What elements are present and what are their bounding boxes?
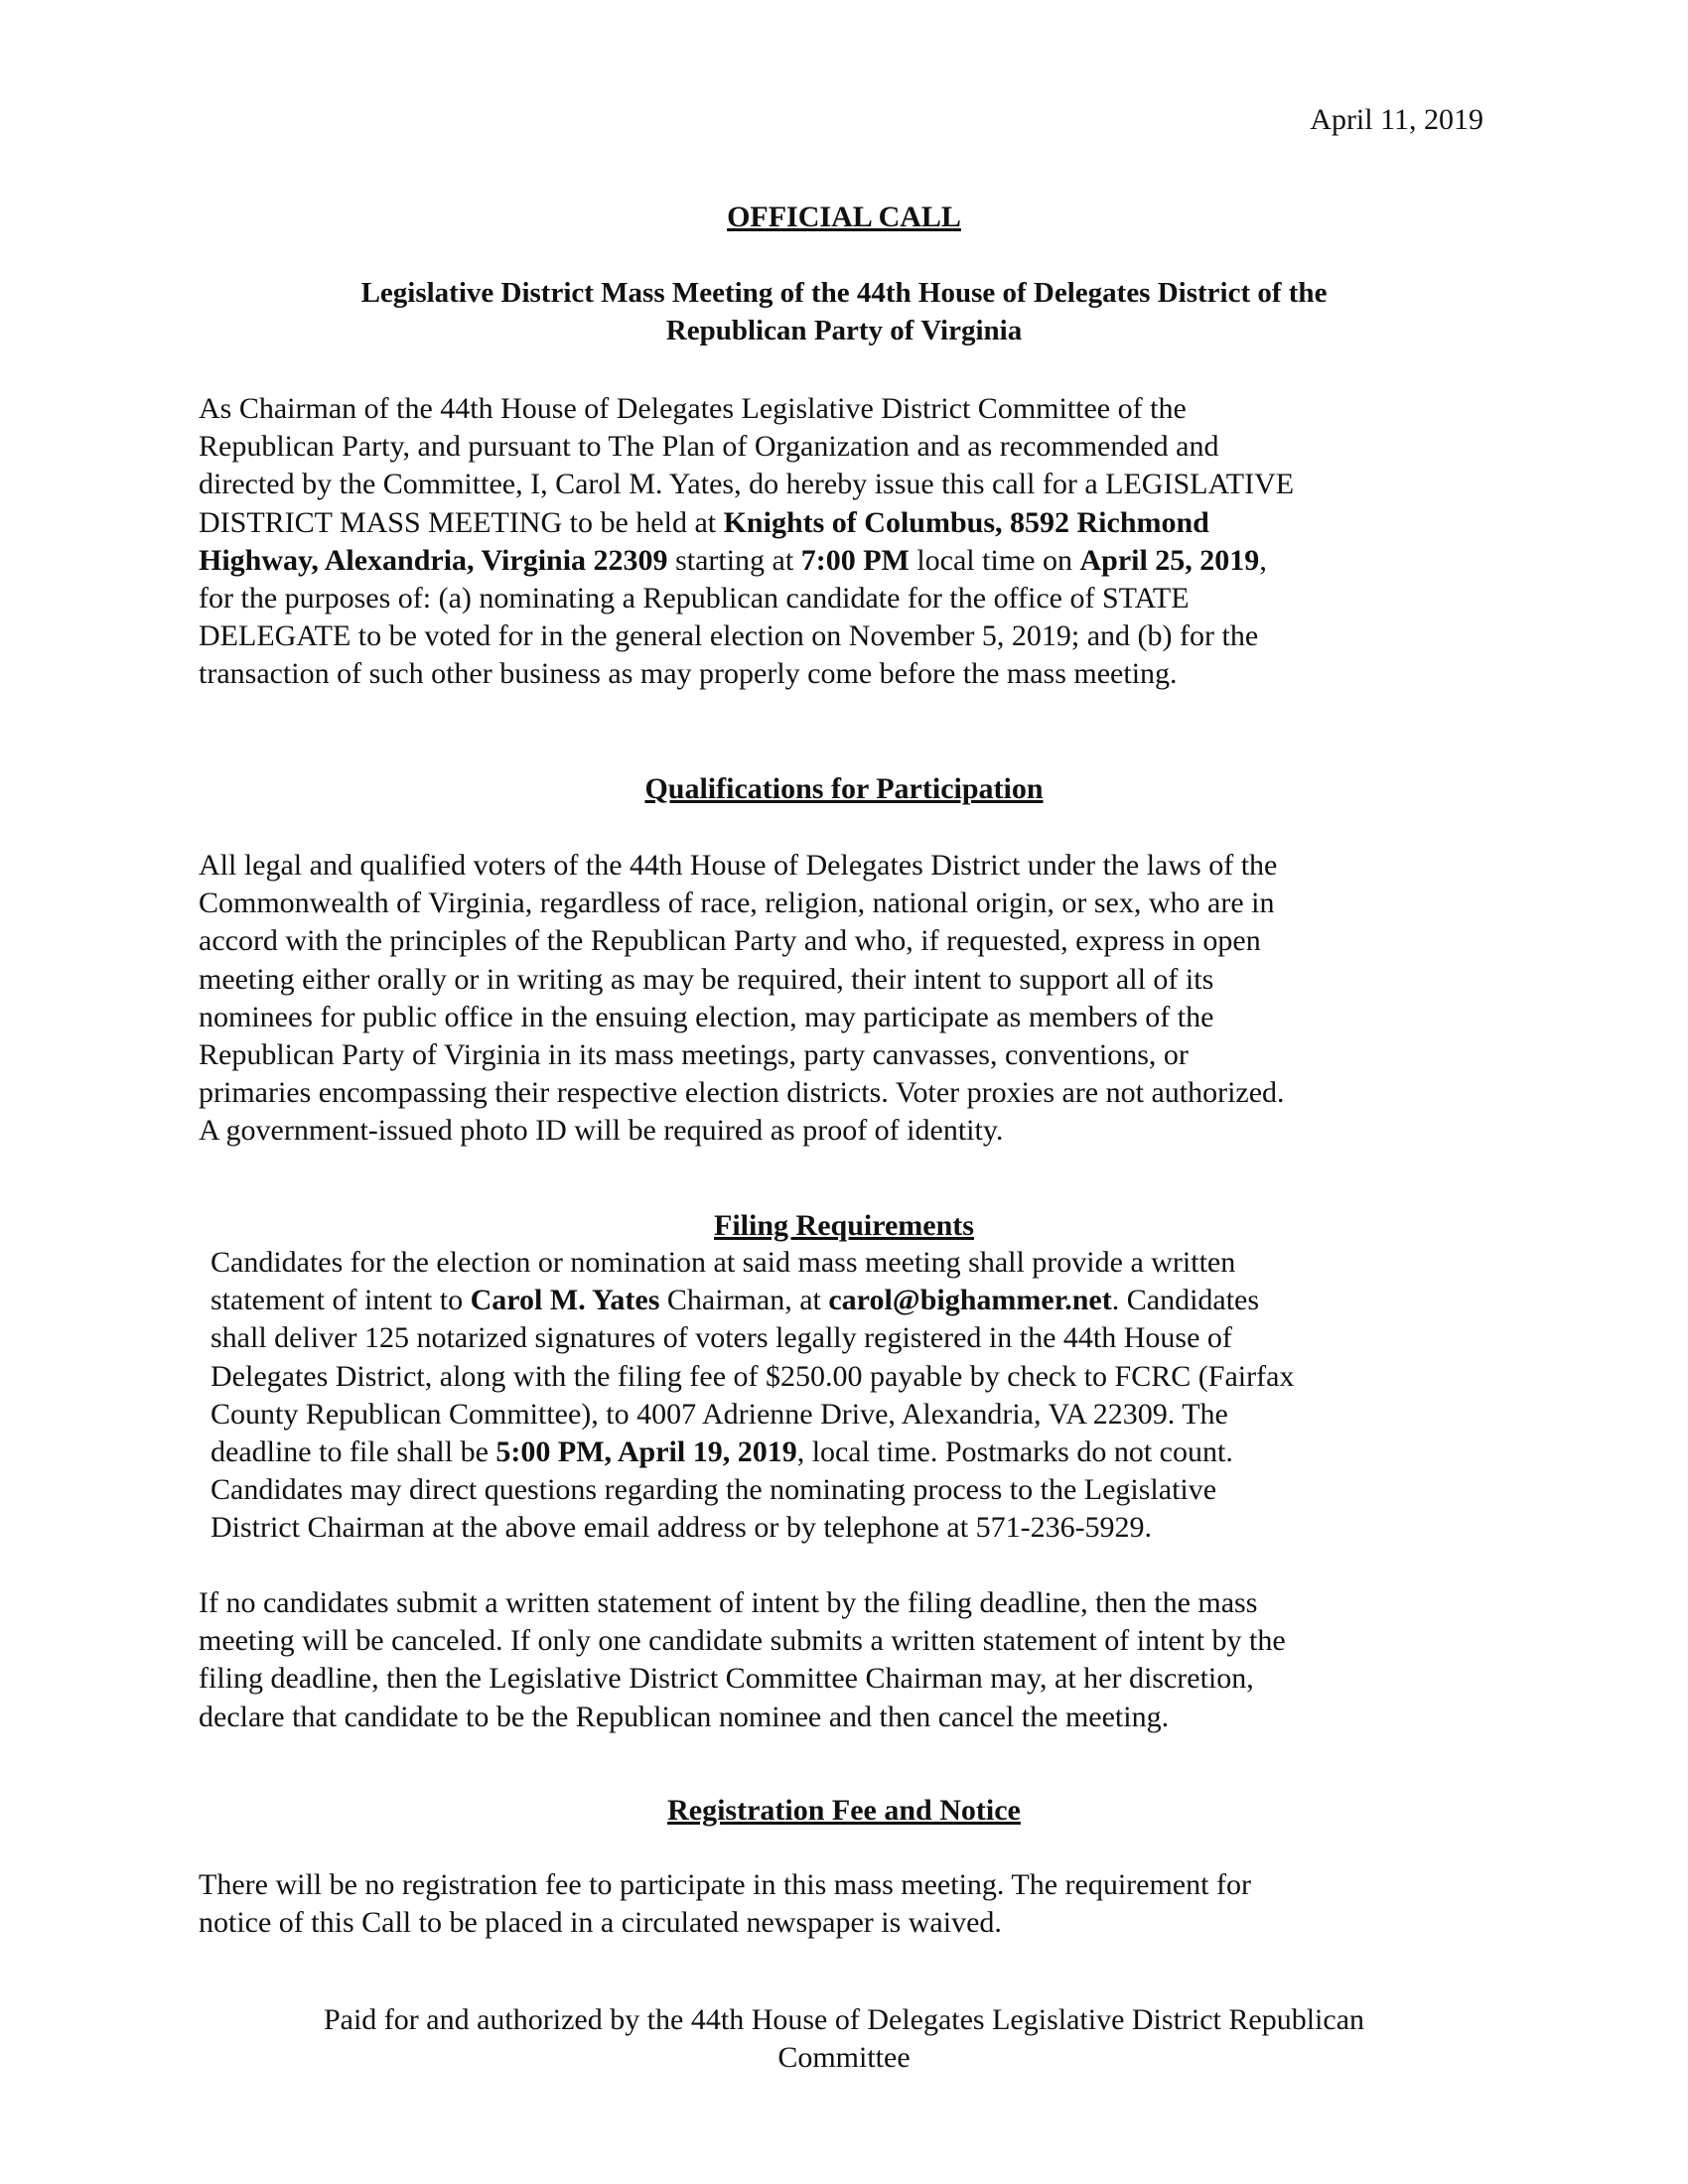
paragraph-line: Republican Party of Virginia in its mass meetings, party canvasses, conventions, or [199,1038,1189,1072]
subtitle-line: Legislative District Mass Meeting of the 44th House of Delegates District of the [360,277,1328,309]
paragraph-line: declare that candidate to be the Republican nominee and then cancel the meeting. [199,1700,1170,1733]
paragraph-line: A government-issued photo ID will be required as proof of identity. [199,1114,1004,1148]
filing-heading: Filing Requirements [714,1209,974,1242]
paragraph-line: primaries encompassing their respective election districts. Voter proxies are not authorized. [199,1076,1285,1110]
text-segment: starting at [667,543,801,577]
paragraph-line: All legal and qualified voters of the 44th House of Delegates District under the laws of the [199,849,1278,882]
qualifications-heading: Qualifications for Participation [644,772,1044,805]
paragraph-line: DELEGATE to be voted for in the general election on November 5, 2019; and (b) for the [199,619,1259,653]
filing-paragraph [211,1244,1294,1548]
paragraph-line: Republican Party, and pursuant to The Plan of Organization and as recommended and [199,430,1219,464]
meeting-time: 7:00 PM [800,543,910,577]
paragraph-line: directed by the Committee, I, Carol M. Yates, do hereby issue this call for a LEGISLATIVE [199,468,1295,501]
document-title: OFFICIAL CALL [727,201,961,233]
document-date: April 11, 2019 [1310,103,1483,136]
paragraph-line: meeting will be canceled. If only one candidate submits a written statement of intent by the [199,1624,1286,1658]
text-segment: statement of intent to [211,1284,471,1317]
paragraph-line: District Chairman at the above email address or by telephone at 571-236-5929. [211,1511,1153,1545]
paragraph-line: There will be no registration fee to participate in this mass meeting. The requirement for [199,1868,1251,1901]
paragraph-line: notice of this Call to be placed in a circulated newspaper is waived. [199,1906,1002,1940]
filing-deadline: 5:00 PM, April 19, 2019 [495,1435,797,1469]
text-segment: Chairman, at [659,1284,829,1317]
text-segment: , [1259,543,1267,577]
footer-line: Paid for and authorized by the 44th House of Delegates Legislative District Republican [323,2003,1365,2036]
qualifications-paragraph [199,847,1285,1151]
paragraph-line [199,542,1294,580]
intro-paragraph [199,390,1294,694]
meeting-location: Knights of Columbus, 8592 Richmond [723,505,1209,539]
paragraph-line: nominees for public office in the ensuing election, may participate as members of the [199,1000,1214,1033]
text-segment: . Candidates [1111,1284,1260,1317]
paragraph-line [211,1282,1294,1319]
chairman-name: Carol M. Yates [470,1284,660,1317]
paragraph-line: filing deadline, then the Legislative District Committee Chairman may, at her discretion, [199,1662,1254,1696]
paragraph-line: As Chairman of the 44th House of Delegates Legislative District Committee of the [199,392,1187,425]
paragraph-line: Delegates District, along with the filing fee of $250.00 payable by check to FCRC (Fairfax [211,1359,1295,1393]
paragraph-line [211,1433,1294,1471]
text-segment: local time on [909,543,1080,577]
meeting-location: Highway, Alexandria, Virginia 22309 [199,543,668,577]
paragraph-line: Candidates may direct questions regarding the nominating process to the Legislative [211,1473,1217,1507]
no-candidates-paragraph [199,1584,1286,1736]
paragraph-line: Candidates for the election or nomination at said mass meeting shall provide a written [211,1246,1236,1279]
paragraph-line: transaction of such other business as may properly come before the mass meeting. [199,657,1178,691]
text-segment: , local time. Postmarks do not count. [796,1435,1233,1469]
paragraph-line: shall deliver 125 notarized signatures of voters legally registered in the 44th House of [211,1321,1232,1355]
footer-line: Committee [777,2041,911,2074]
subtitle-line: Republican Party of Virginia [665,315,1023,346]
paragraph-line: meeting either orally or in writing as may be required, their intent to support all of its [199,962,1214,996]
meeting-date: April 25, 2019 [1079,543,1260,577]
paid-for-footer [199,2001,1489,2077]
paragraph-line: County Republican Committee), to 4007 Adrienne Drive, Alexandria, VA 22309. The [211,1397,1228,1431]
registration-heading: Registration Fee and Notice [667,1794,1021,1827]
paragraph-line: If no candidates submit a written statement of intent by the filing deadline, then the mass [199,1586,1258,1619]
registration-paragraph [199,1866,1251,1942]
text-segment: DISTRICT MASS MEETING to be held at [199,505,724,539]
paragraph-line: Commonwealth of Virginia, regardless of race, religion, national origin, or sex, who are in [199,887,1275,920]
text-segment: deadline to file shall be [211,1435,496,1469]
paragraph-line [199,504,1294,542]
document-subtitle [248,274,1440,349]
paragraph-line: accord with the principles of the Republican Party and who, if requested, express in open [199,924,1261,958]
paragraph-line: for the purposes of: (a) nominating a Republican candidate for the office of STATE [199,582,1190,615]
chairman-email: carol@bighammer.net [828,1284,1112,1317]
